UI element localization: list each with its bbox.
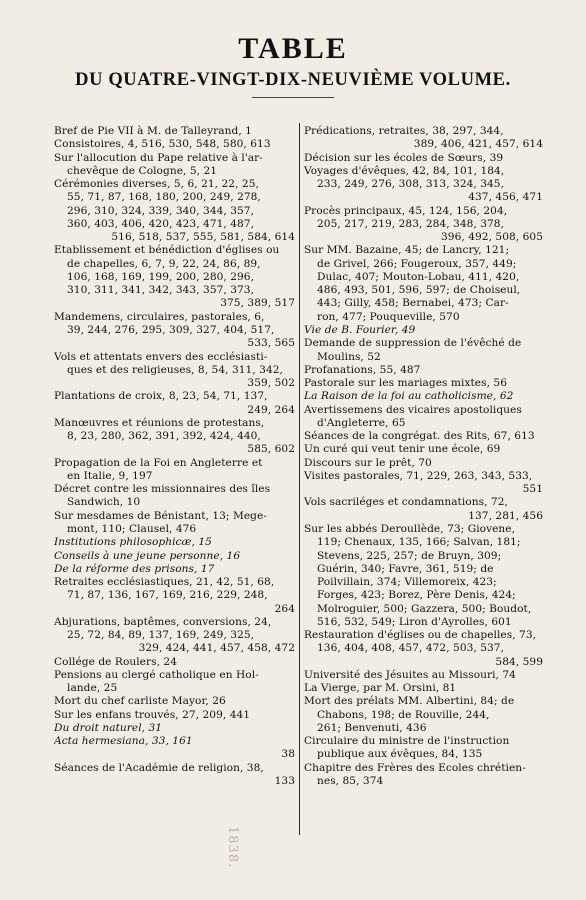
index-entry-line: d'Angleterre, 65: [317, 416, 406, 429]
index-entry-line: 533, 565: [247, 337, 295, 350]
index-entry-line: 375, 389, 517: [220, 297, 295, 310]
index-entry-line: 133: [274, 775, 295, 788]
index-entry-line: Sandwich, 10: [67, 496, 141, 509]
index-entry: [304, 364, 543, 377]
index-entry-line: de Grivel, 266; Fougeroux, 357, 449;: [317, 257, 517, 270]
index-entry-line: Séances de l'Académie de religion, 38,: [54, 761, 264, 774]
index-entry: [304, 496, 543, 523]
index-entry-line: Décision sur les écoles de Sœurs, 39: [304, 151, 504, 164]
index-entry-line: Dulac, 407; Mouton-Lobau, 411, 420,: [317, 270, 520, 283]
index-entry: [304, 125, 543, 152]
index-entry-line: de chapelles, 6, 7, 9, 22, 24, 86, 89,: [67, 257, 261, 270]
index-entry: [54, 550, 295, 563]
index-entry: [54, 125, 295, 138]
index-entry: [54, 709, 295, 722]
index-entry-line: 8, 23, 280, 362, 391, 392, 424, 440,: [67, 430, 261, 443]
index-entry-line: 486, 493, 501, 596, 597; de Choiseul,: [317, 284, 521, 297]
index-entry-line: 55, 71, 87, 168, 180, 200, 249, 278,: [67, 191, 261, 204]
library-stamp: 1838.: [225, 826, 240, 869]
index-entry-line: ron, 477; Pouqueville, 570: [317, 310, 460, 323]
index-entry-line: Un curé qui veut tenir une école, 69: [304, 443, 501, 456]
index-entry-line: Collége de Roulers, 24: [54, 655, 178, 668]
index-entry-line: 329, 424, 441, 457, 458, 472: [138, 642, 295, 655]
index-entry-line: 249, 264: [247, 403, 295, 416]
index-entry-line: Institutions philosophicæ, 15: [54, 536, 212, 549]
index-entry-line: Séances de la congrégat. des Rits, 67, 613: [304, 430, 535, 443]
index-entry-line: Poilvillain, 374; Villemoreix, 423;: [317, 576, 497, 589]
index-entry-line: Manœuvres et réunions de protestans,: [54, 416, 265, 429]
index-entry-line: Vols et attentats envers des ecclésiasti-: [54, 350, 268, 363]
index-entry-line: Voyages d'évêques, 42, 84, 101, 184,: [304, 164, 505, 177]
index-entry: [304, 629, 543, 669]
index-entry-line: 264: [274, 602, 295, 615]
index-entry: [304, 404, 543, 431]
index-entry-line: Molroguier, 500; Gazzera, 500; Boudot,: [317, 602, 532, 615]
index-entry-line: Pastorale sur les mariages mixtes, 56: [304, 377, 508, 390]
index-entry: [304, 523, 543, 629]
index-entry-line: 584, 599: [495, 655, 543, 668]
index-column-left: [54, 125, 295, 788]
index-entry: [54, 563, 295, 576]
index-entry-line: 516, 518, 537, 555, 581, 584, 614: [111, 231, 295, 244]
index-entry: [54, 138, 295, 151]
index-entry-line: Vie de B. Fourier, 49: [304, 323, 416, 336]
index-entry-line: Bref de Pie VII à M. de Talleyrand, 1: [54, 125, 252, 137]
index-entry: [304, 244, 543, 324]
index-entry-line: Guérin, 340; Favre, 361, 519; de: [317, 562, 494, 575]
index-entry: [304, 205, 543, 245]
index-entry-line: publique aux évêques, 84, 135: [317, 748, 483, 761]
index-entry-line: mont, 110; Clausel, 476: [67, 522, 197, 535]
index-entry-line: Décret contre les missionnaires des îles: [54, 483, 271, 496]
index-entry-line: Profanations, 55, 487: [304, 363, 421, 376]
index-entry-line: Abjurations, baptêmes, conversions, 24,: [54, 615, 272, 628]
index-entry-line: Vols sacriléges et condamnations, 72,: [304, 496, 508, 509]
index-entry: [304, 682, 543, 695]
index-entry: [304, 762, 543, 789]
index-entry-line: 360, 403, 406, 420, 423, 471, 487,: [67, 217, 255, 230]
index-entry-line: La Raison de la foi au catholicisme, 62: [304, 390, 514, 403]
index-entry-line: 585, 602: [247, 443, 295, 456]
index-entry: [304, 337, 543, 364]
index-entry-line: lande, 25: [67, 682, 118, 695]
index-entry: [304, 165, 543, 205]
index-entry-line: Plantations de croix, 8, 23, 54, 71, 137,: [54, 390, 268, 403]
index-entry: [304, 390, 543, 403]
index-entry-line: ques et des religieuses, 8, 54, 311, 342,: [67, 363, 283, 376]
index-entry-line: 551: [522, 483, 543, 496]
index-entry-line: 437, 456, 471: [468, 191, 543, 204]
title-rule: [252, 97, 334, 98]
index-entry-line: Du droit naturel, 31: [54, 721, 163, 734]
index-entry-line: Etablissement et bénédiction d'églises ou: [54, 244, 280, 257]
index-entry-line: Restauration d'églises ou de chapelles, 73,: [304, 629, 537, 642]
index-entry: [54, 457, 295, 484]
index-entry-line: 516, 532, 549; Liron d'Ayrolles, 601: [317, 615, 512, 628]
index-entry-line: Mandemens, circulaires, pastorales, 6,: [54, 310, 265, 323]
index-entry-line: Chapitre des Frères des Ecoles chrétien-: [304, 761, 526, 774]
index-entry: [54, 735, 295, 762]
index-entry-line: 296, 310, 324, 339, 340, 344, 357,: [67, 204, 255, 217]
index-entry-line: Prédications, retraites, 38, 297, 344,: [304, 125, 504, 137]
index-entry: [54, 722, 295, 735]
index-entry-line: Mort des prélats MM. Albertini, 84; de: [304, 695, 515, 708]
index-entry: [54, 178, 295, 244]
index-entry-line: 39, 244, 276, 295, 309, 327, 404, 517,: [67, 323, 275, 336]
index-entry-line: Visites pastorales, 71, 229, 263, 343, 533,: [304, 469, 533, 482]
index-entry-line: 38: [281, 748, 295, 761]
index-entry-line: Sur l'allocution du Pape relative à l'ar-: [54, 151, 263, 164]
index-entry-line: Propagation de la Foi en Angleterre et: [54, 456, 263, 469]
index-entry: [54, 762, 295, 789]
index-entry-line: 205, 217, 219, 283, 284, 348, 378,: [317, 217, 505, 230]
index-entry-line: 119; Chenaux, 135, 166; Salvan, 181;: [317, 536, 521, 549]
index-entry-line: 443; Gilly, 458; Bernabei, 473; Car-: [317, 297, 509, 310]
index-entry-line: Université des Jésuites au Missouri, 74: [304, 668, 516, 681]
index-column-right: [304, 125, 543, 788]
index-entry-line: Sur MM. Bazaine, 45; de Lancry, 121;: [304, 244, 510, 257]
index-entry-line: Sur mesdames de Bénistant, 13; Mege-: [54, 509, 267, 522]
index-entry: [54, 669, 295, 696]
index-entry-line: 389, 406, 421, 457, 614: [413, 138, 543, 151]
index-entry-line: Retraites ecclésiastiques, 21, 42, 51, 68,: [54, 576, 275, 589]
index-entry-line: Stevens, 225, 257; de Bruyn, 309;: [317, 549, 502, 562]
index-entry-line: Avertissemens des vicaires apostoliques: [304, 403, 522, 416]
index-entry-line: Sur les abbés Deroullède, 73; Giovene,: [304, 522, 516, 535]
index-entry: [304, 324, 543, 337]
index-entry: [54, 152, 295, 179]
index-entry-line: nes, 85, 374: [317, 775, 384, 788]
index-entry: [54, 417, 295, 457]
index-entry-line: 396, 492, 508, 605: [441, 231, 543, 244]
index-entry: [304, 470, 543, 497]
index-entry: [304, 430, 543, 443]
index-entry-line: 359, 502: [247, 377, 295, 390]
index-entry-line: 71, 87, 136, 167, 169, 216, 229, 248,: [67, 589, 268, 602]
index-entry-line: Cérémonies diverses, 5, 6, 21, 22, 25,: [54, 178, 259, 191]
index-entry: [54, 536, 295, 549]
index-entry: [54, 311, 295, 351]
index-entry: [304, 695, 543, 735]
index-entry-line: 106, 168, 169, 199, 200, 280, 296,: [67, 270, 255, 283]
index-entry: [54, 483, 295, 510]
index-entry-line: en Italie, 9, 197: [67, 469, 153, 482]
index-entry-line: Demande de suppression de l'évêché de: [304, 337, 522, 350]
index-entry-line: La Vierge, par M. Orsini, 81: [304, 682, 457, 695]
index-entry: [54, 390, 295, 417]
index-entry: [304, 669, 543, 682]
index-entry-line: Forges, 423; Borez, Père Denis, 424;: [317, 589, 516, 602]
index-entry-line: Consistoires, 4, 516, 530, 548, 580, 613: [54, 138, 271, 151]
index-entry-line: Moulins, 52: [317, 350, 381, 363]
index-entry: [304, 443, 543, 456]
index-entry: [54, 510, 295, 537]
index-entry: [304, 377, 543, 390]
index-entry-line: Acta hermesiana, 33, 161: [54, 735, 193, 748]
index-entry: [54, 656, 295, 669]
index-entry: [304, 735, 543, 762]
index-entry: [54, 616, 295, 656]
index-entry-line: Circulaire du ministre de l'instruction: [304, 735, 510, 748]
index-entry: [54, 244, 295, 310]
index-entry-line: Mort du chef carliste Mayor, 26: [54, 695, 226, 708]
index-entry-line: De la réforme des prisons, 17: [54, 562, 215, 575]
index-entry-line: 136, 404, 408, 457, 472, 503, 537,: [317, 642, 505, 655]
page-subtitle: DU QUATRE-VINGT-DIX-NEUVIÈME VOLUME.: [75, 70, 511, 90]
index-entry: [304, 457, 543, 470]
index-entry-line: 310, 311, 341, 342, 343, 357, 373,: [67, 284, 255, 297]
index-entry-line: chevêque de Cologne, 5, 21: [67, 164, 218, 177]
index-entry: [54, 576, 295, 616]
index-entry-line: Discours sur le prêt, 70: [304, 456, 432, 469]
index-entry-line: Sur les enfans trouvés, 27, 209, 441: [54, 708, 251, 721]
index-entry-line: 25, 72, 84, 89, 137, 169, 249, 325,: [67, 629, 255, 642]
index-entry-line: Procès principaux, 45, 124, 156, 204,: [304, 204, 508, 217]
column-divider: [299, 123, 300, 835]
index-entry: [54, 351, 295, 391]
index-entry-line: Chabons, 198; de Rouville, 244,: [317, 708, 490, 721]
index-entry-line: 261; Benvenuti, 436: [317, 721, 427, 734]
index-entry-line: 137, 281, 456: [468, 509, 543, 522]
index-entry-line: Pensions au clergé catholique en Hol-: [54, 668, 259, 681]
index-entry: [304, 152, 543, 165]
index-entry: [54, 695, 295, 708]
index-entry-line: Conseils à une jeune personne, 16: [54, 549, 241, 562]
page-title: TABLE: [238, 32, 348, 65]
index-entry-line: 233, 249, 276, 308, 313, 324, 345,: [317, 178, 505, 191]
